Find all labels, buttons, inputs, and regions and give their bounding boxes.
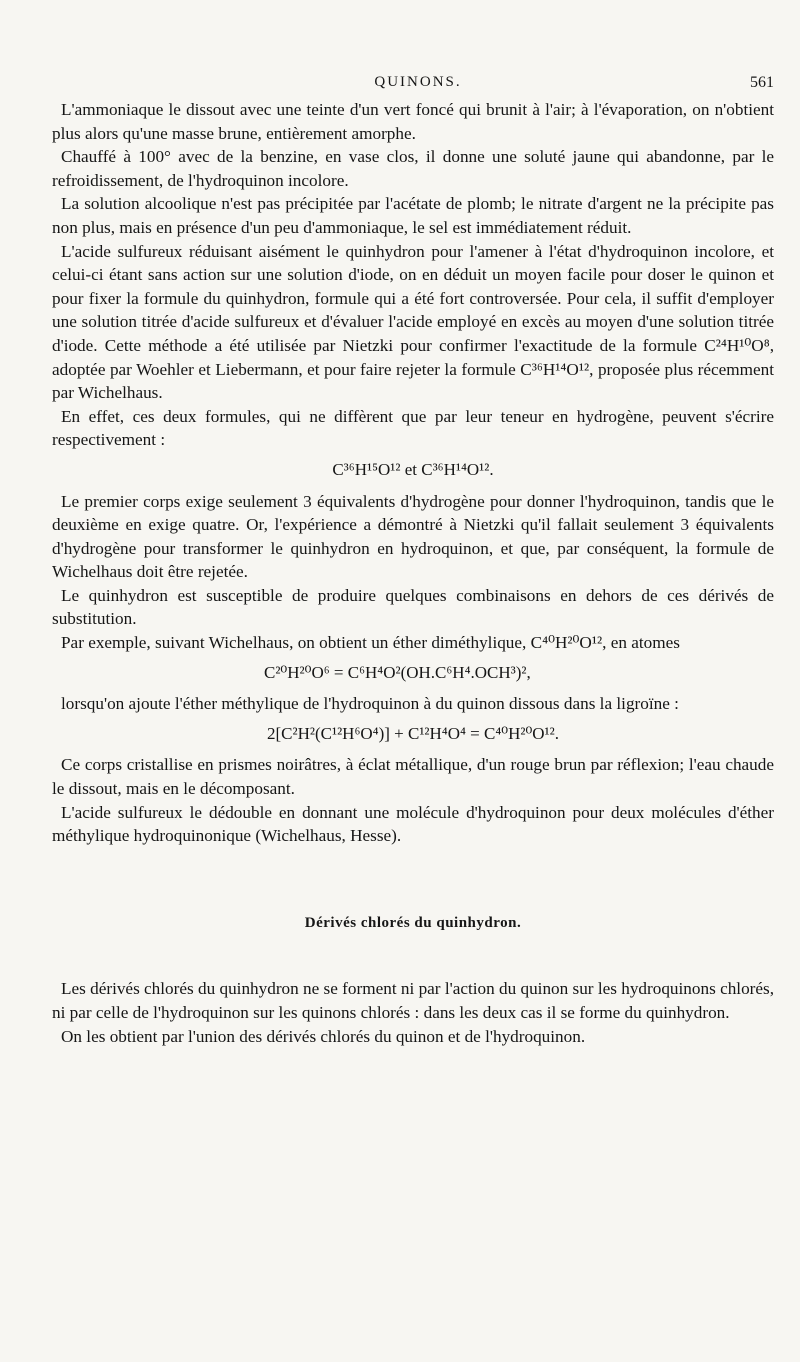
paragraph: On les obtient par l'union des dérivés chlorés du quinon et de l'hydroquinon. (61, 1026, 586, 1046)
paragraph: lorsqu'on ajoute l'éther méthylique de l'hydroquinon à du quinon dissous dans la ligroïne : (61, 694, 679, 714)
running-head: QUINONS. (374, 74, 462, 90)
paragraph: Le premier corps exige seulement 3 équivalents d'hydrogène pour donner l'hydroquinon, tandis que le deuxième en exige quatre. Or, l'expérience a démontré à Nietzki qu'il fallait seulement 3 équivalents d'hydrogène pour transformer le quinhydron en hydroquinon, et que, par conséquent, la formule de Wichelhaus doit être rejetée. (52, 491, 774, 582)
paragraph: Ce corps cristallise en prismes noirâtres, à éclat métallique, d'un rouge brun par réflexion; l'eau chaude le dissout, mais en le décomposant. (52, 755, 774, 799)
paragraph: En effet, ces deux formules, qui ne diffèrent que par leur teneur en hydrogène, peuvent s'écrire respectivement : (52, 406, 774, 450)
page-header (62, 66, 774, 96)
formula-pair: C³⁶H¹⁵O¹² et C³⁶H¹⁴O¹². (332, 459, 494, 479)
formula-reaction: 2[C²H²(C¹²H⁶O⁴)] + C¹²H⁴O⁴ = C⁴⁰H²⁰O¹². (267, 723, 559, 743)
formula-ether: C²⁰H²⁰O⁶ = C⁶H⁴O²(OH.C⁶H⁴.OCH³)², (264, 662, 531, 682)
paragraph: La solution alcoolique n'est pas précipitée par l'acétate de plomb; le nitrate d'argent ne la précipite pas non plus, mais en présence d'un peu d'ammoniaque, le sel est immédiatement réduit. (52, 194, 774, 237)
page-number: 561 (750, 74, 774, 91)
section-heading: Dérivés chlorés du quinhydron. (304, 914, 522, 931)
paragraph: L'acide sulfureux réduisant aisément le quinhydron pour l'amener à l'état d'hydroquinon incolore, et celui-ci étant sans action sur une solution d'iode, on en déduit un moyen facile pour doser le quinon et pour fixer la formule du quinhydron, formule qui a été fort controversée. Pour cela, il suffit d'employer une solution titrée d'acide sulfureux et d'évaluer l'acide employé en excès au moyen d'une solution titrée d'iode. Cette méthode a été utilisée par Nietzki pour confirmer l'exactitude de la formule C²⁴H¹⁰O⁸, adoptée par Woehler et Liebermann, et pour faire rejeter la formule C³⁶H¹⁴O¹², proposée plus récemment par Wichelhaus. (52, 241, 774, 403)
paragraph: Par exemple, suivant Wichelhaus, on obtient un éther diméthylique, C⁴⁰H²⁰O¹², en atomes (61, 633, 680, 653)
paragraph: L'acide sulfureux le dédouble en donnant une molécule d'hydroquinon pour deux molécules d'éther méthylique hydroquinonique (Wichelhaus, Hesse). (52, 802, 774, 846)
page-body (52, 98, 774, 1048)
paragraph: L'ammoniaque le dissout avec une teinte d'un vert foncé qui brunit à l'air; à l'évaporation, on n'obtient plus alors qu'une masse brune, entièrement amorphe. (52, 100, 774, 143)
paragraph: Le quinhydron est susceptible de produire quelques combinaisons en dehors de ces dérivés de substitution. (52, 585, 774, 629)
paragraph: Les dérivés chlorés du quinhydron ne se forment ni par l'action du quinon sur les hydroquinons chlorés, ni par celle de l'hydroquinon sur les quinons chlorés : dans les deux cas il se forme du quinhydron. (52, 979, 774, 1022)
paragraph: Chauffé à 100° avec de la benzine, en vase clos, il donne une soluté jaune qui abandonne, par le refroidissement, de l'hydroquinon incolore. (52, 147, 774, 190)
